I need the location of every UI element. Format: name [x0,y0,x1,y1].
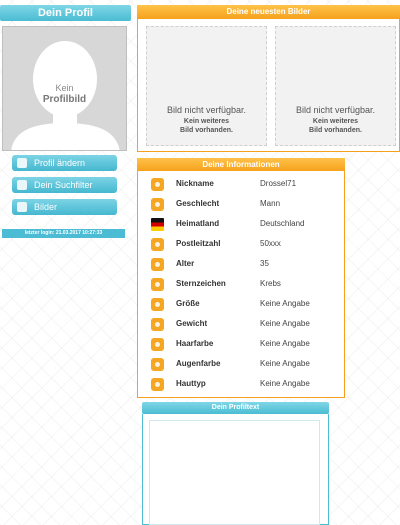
info-row-weight [148,315,338,334]
weight-icon [151,318,164,331]
info-row-nickname [148,175,338,194]
info-value: Keine Angabe [260,319,310,328]
info-label: Gewicht [176,319,208,328]
eye-icon [151,358,164,371]
search-filter-label: Dein Suchfilter [34,180,93,190]
gear-icon [17,158,27,168]
location-pin-icon [151,238,164,251]
info-value: Keine Angabe [260,339,310,348]
pictures-header: Deine neuesten Bilder [137,5,400,19]
search-filter-button[interactable] [12,177,117,193]
avatar-placeholder-title: Profilbild [42,94,87,105]
picture-unavailable-text: Bild nicht verfügbar. [295,105,376,115]
info-row-country [148,215,338,234]
skin-icon [151,378,164,391]
info-value: Keine Angabe [260,299,310,308]
profile-text-header: Dein Profiltext [142,402,329,414]
avatar-placeholder-text: Kein [55,83,74,93]
pictures-button[interactable] [12,199,117,215]
info-value: 35 [260,259,269,268]
info-label: Sternzeichen [176,279,226,288]
image-icon [17,202,27,212]
last-login-badge: letzter login: 21.03.2017 10:27:33 [2,229,125,238]
search-icon [17,180,27,190]
info-label: Geschlecht [176,199,220,208]
info-row-skin [148,375,338,394]
info-panel [137,171,345,398]
info-header: Deine Informationen [137,158,345,171]
picture-unavailable-text: Bild nicht verfügbar. [166,105,247,115]
edit-profile-label: Profil ändern [34,158,86,168]
info-row-height [148,295,338,314]
info-label: Nickname [176,179,214,188]
info-row-postcode [148,235,338,254]
info-value: Deutschland [260,219,305,228]
info-label: Heimatland [176,219,220,228]
info-row-eyes [148,355,338,374]
info-value: Krebs [260,279,281,288]
picture-slot[interactable] [146,26,267,146]
info-label: Haarfarbe [176,339,214,348]
zodiac-icon [151,278,164,291]
gender-icon [151,198,164,211]
info-value: Mann [260,199,281,208]
info-value: Drossel71 [260,179,297,188]
info-value: 50xxx [260,239,281,248]
germany-flag-icon [151,218,164,231]
info-label: Alter [176,259,195,268]
picture-no-more-text: Kein weiteres [312,118,359,125]
picture-no-more-text: Bild vorhanden. [180,127,233,134]
user-icon [151,178,164,191]
pictures-label: Bilder [34,202,58,212]
height-icon [151,298,164,311]
profile-header: Dein Profil [0,5,131,21]
picture-no-more-text: Bild vorhanden. [309,127,362,134]
edit-profile-button[interactable] [12,155,117,171]
picture-slot[interactable] [275,26,396,146]
info-row-gender [148,195,338,214]
info-label: Postleitzahl [176,239,221,248]
hair-icon [151,338,164,351]
info-label: Größe [176,299,200,308]
picture-no-more-text: Kein weiteres [183,118,230,125]
age-icon [151,258,164,271]
info-value: Keine Angabe [260,359,310,368]
info-value: Keine Angabe [260,379,310,388]
info-label: Augenfarbe [176,359,221,368]
info-row-age [148,255,338,274]
info-row-hair [148,335,338,354]
avatar [2,26,127,151]
info-row-zodiac [148,275,338,294]
profile-text-area[interactable] [149,420,320,525]
info-label: Hauttyp [176,379,206,388]
